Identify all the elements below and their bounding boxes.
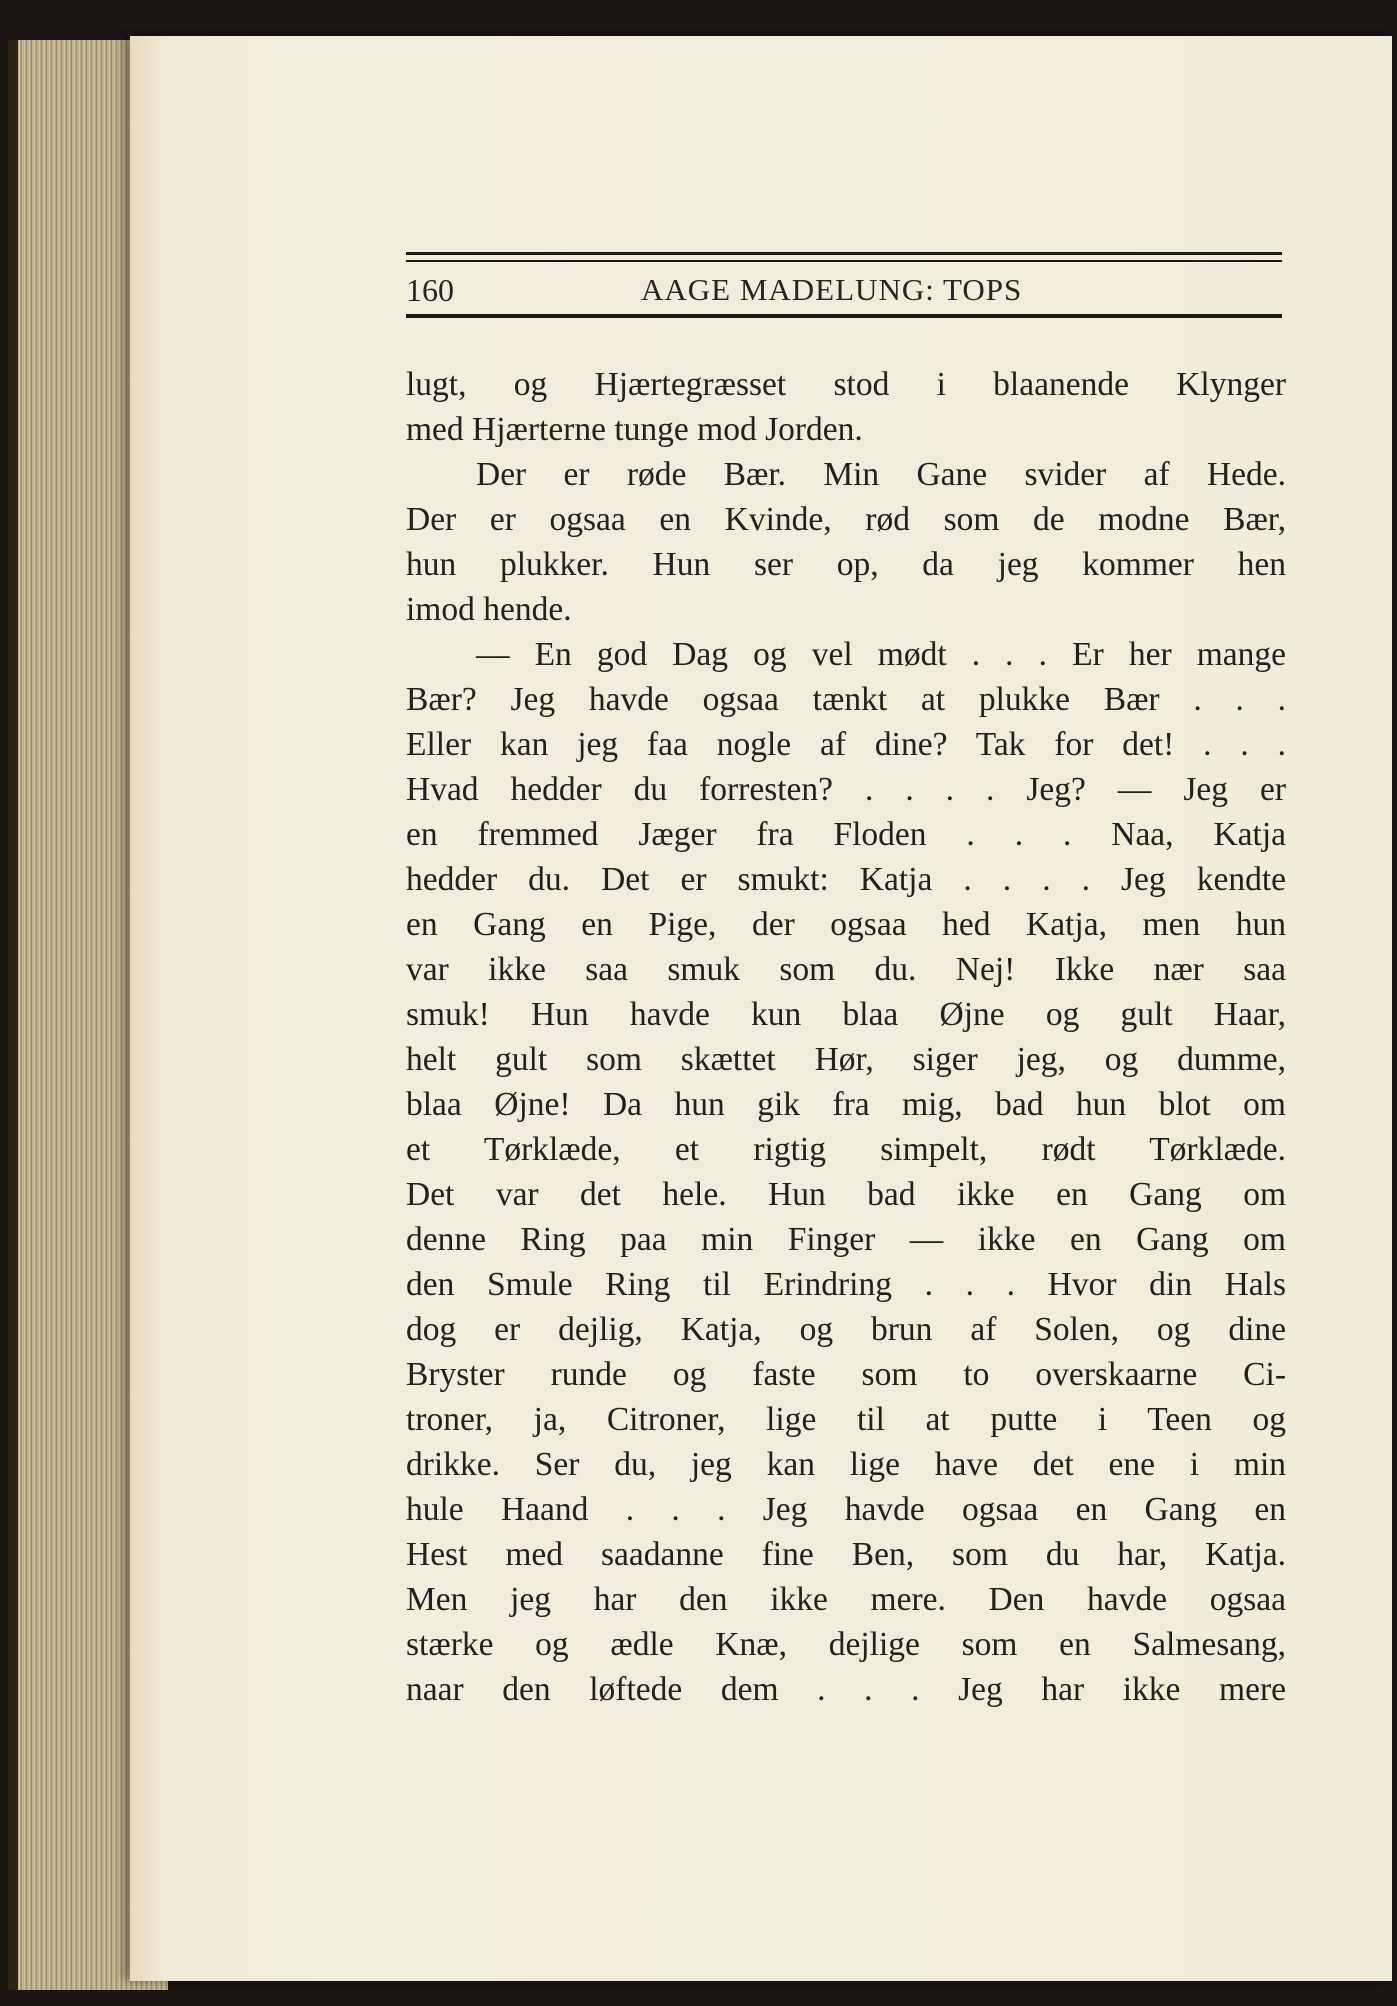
text-line: en fremmed Jæger fra Floden . . . Naa, Katja — [406, 816, 1286, 853]
text-line: Bær? Jeg havde ogsaa tænkt at plukke Bær . . . — [406, 681, 1286, 718]
text-line: smuk! Hun havde kun blaa Øjne og gult Haar, — [406, 996, 1286, 1033]
text-line: lugt, og Hjærtegræsset stod i blaanende Klynger — [406, 366, 1286, 403]
text-line: Eller kan jeg faa nogle af dine? Tak for det! . . . — [406, 726, 1286, 763]
text-line: imod hende. — [406, 591, 572, 628]
text-line: Bryster runde og faste som to overskaarne Ci- — [406, 1356, 1286, 1393]
text-line: blaa Øjne! Da hun gik fra mig, bad hun blot om — [406, 1086, 1286, 1123]
text-line: — En god Dag og vel mødt . . . Er her mange — [476, 636, 1286, 673]
running-title: AAGE MADELUNG: TOPS — [641, 272, 1023, 307]
text-line: med Hjærterne tunge mod Jorden. — [406, 411, 863, 448]
text-line: drikke. Ser du, jeg kan lige have det ene i min — [406, 1446, 1286, 1483]
text-line: dog er dejlig, Katja, og brun af Solen, og dine — [406, 1311, 1286, 1348]
header-rule-top — [406, 252, 1282, 255]
text-line: naar den løftede dem . . . Jeg har ikke mere — [406, 1671, 1286, 1708]
text-line: Det var det hele. Hun bad ikke en Gang om — [406, 1176, 1286, 1213]
text-line: hedder du. Det er smukt: Katja . . . . Jeg kendte — [406, 861, 1286, 898]
text-line: troner, ja, Citroner, lige til at putte i Teen og — [406, 1401, 1286, 1438]
text-line: Hest med saadanne fine Ben, som du har, Katja. — [406, 1536, 1286, 1573]
text-line: et Tørklæde, et rigtig simpelt, rødt Tørklæde. — [406, 1131, 1286, 1168]
header-rule-top-thin — [406, 260, 1282, 262]
header-rule-bottom — [406, 314, 1282, 318]
page-header — [406, 252, 1282, 322]
text-line: var ikke saa smuk som du. Nej! Ikke nær saa — [406, 951, 1286, 988]
text-line: stærke og ædle Knæ, dejlige som en Salmesang, — [406, 1626, 1286, 1663]
text-line: helt gult som skættet Hør, siger jeg, og dumme, — [406, 1041, 1286, 1078]
text-line: denne Ring paa min Finger — ikke en Gang om — [406, 1221, 1286, 1258]
body-text — [406, 362, 1286, 1712]
text-line: Der er ogsaa en Kvinde, rød som de modne Bær, — [406, 501, 1286, 538]
text-line: Hvad hedder du forresten? . . . . Jeg? — Jeg er — [406, 771, 1286, 808]
text-line: Der er røde Bær. Min Gane svider af Hede. — [476, 456, 1286, 493]
page-number: 160 — [406, 272, 454, 308]
text-line: hun plukker. Hun ser op, da jeg kommer hen — [406, 546, 1286, 583]
text-line: en Gang en Pige, der ogsaa hed Katja, men hun — [406, 906, 1286, 943]
text-line: den Smule Ring til Erindring . . . Hvor din Hals — [406, 1266, 1286, 1303]
text-line: Men jeg har den ikke mere. Den havde ogsaa — [406, 1581, 1286, 1618]
text-line: hule Haand . . . Jeg havde ogsaa en Gang en — [406, 1491, 1286, 1528]
